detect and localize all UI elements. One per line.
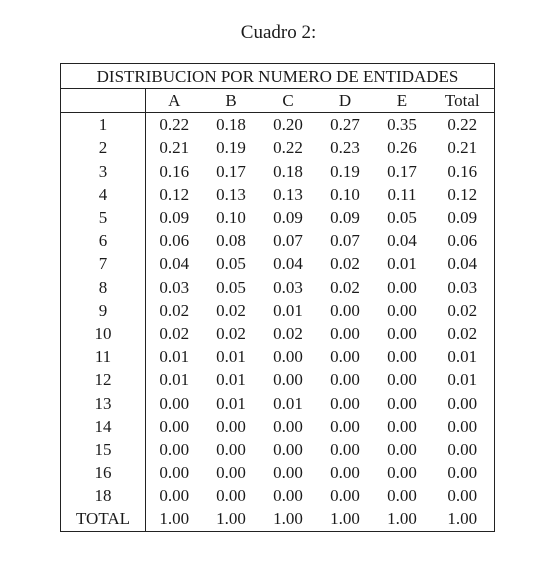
column-header: E [374,89,431,113]
table-cell: 0.00 [431,391,495,414]
table-row [61,136,495,159]
table-cell: 0.00 [330,393,360,413]
table-cell: 0.00 [431,415,495,438]
table-row [61,206,495,229]
table-cell: 0.00 [273,370,303,390]
table-cell: 0.26 [387,138,417,158]
table-cell: 0.01 [431,345,495,368]
table-row [61,252,495,275]
table-cell: 0.02 [431,322,495,345]
row-label: 4 [61,183,146,206]
table-cell: 1.00 [374,507,431,531]
table-title: DISTRIBUCION POR NUMERO DE ENTIDADES [61,64,495,89]
table-cell: 0.01 [216,347,246,367]
table-cell: 0.07 [273,231,303,251]
table-cell: 0.00 [216,416,246,436]
table-cell: 0.00 [387,486,417,506]
table-cell: 0.22 [159,115,190,135]
table-cell: 0.17 [216,161,246,181]
table-cell: 0.01 [216,370,246,390]
table-cell: 0.00 [387,347,417,367]
table-cell: 0.01 [273,300,303,320]
column-header [61,89,146,113]
row-label: 15 [61,438,146,461]
row-label: 5 [61,206,146,229]
row-label: 10 [61,322,146,345]
table-cell: 0.00 [330,416,360,436]
table-caption: Cuadro 2: [240,22,317,43]
table-row [61,183,495,206]
table-cell: 0.00 [159,486,190,506]
table-cell: 0.18 [273,161,303,181]
table-row [61,160,495,183]
row-label: 14 [61,415,146,438]
table-cell: 0.00 [273,486,303,506]
row-label: 16 [61,461,146,484]
table-cell: 0.00 [431,438,495,461]
table-cell: 0.00 [431,484,495,507]
table-cell: 0.02 [330,277,360,297]
table-cell: 0.05 [387,208,417,228]
table-row [61,391,495,414]
row-label: 13 [61,391,146,414]
table-cell: 1.00 [203,507,260,531]
table-cell: 0.02 [330,254,360,274]
table-cell: 0.00 [273,416,303,436]
table-cell: 0.01 [387,254,417,274]
table-cell: 0.11 [387,184,417,204]
table-row [61,415,495,438]
row-label: 2 [61,136,146,159]
table-cell: 0.00 [216,439,246,459]
column-header: B [203,89,260,113]
table-cell: 0.19 [216,138,246,158]
table-row [61,299,495,322]
row-label: 11 [61,345,146,368]
table-cell: 0.22 [431,113,495,137]
table-cell: 0.00 [216,463,246,483]
table-cell: 0.00 [431,461,495,484]
table-cell: 0.00 [387,416,417,436]
table-cell: 0.06 [431,229,495,252]
table-cell: 0.00 [330,370,360,390]
table-cell: 0.02 [216,300,246,320]
table-row [61,345,495,368]
table-cell: 0.00 [387,277,417,297]
table-cell: 0.09 [431,206,495,229]
table-cell: 0.19 [330,161,360,181]
table-cell: 0.13 [216,184,246,204]
table-row [61,113,495,137]
row-label: 8 [61,276,146,299]
table-cell: 0.00 [387,439,417,459]
table-cell: 0.12 [159,184,190,204]
table-cell: 0.00 [159,463,190,483]
table-cell: 0.04 [387,231,417,251]
table-cell: 0.13 [273,184,303,204]
table-cell: 0.00 [387,370,417,390]
table-cell: 1.00 [146,507,203,531]
column-header: Total [431,89,495,113]
table-cell: 0.02 [159,300,190,320]
table-cell: 0.02 [431,299,495,322]
table-cell: 0.01 [216,393,246,413]
table-cell: 0.00 [330,347,360,367]
column-header-row [61,89,495,113]
table-body [61,113,495,531]
distribution-table [60,63,495,532]
table-row [61,438,495,461]
table-cell: 0.03 [159,277,190,297]
row-label: 3 [61,160,146,183]
table-cell: 0.07 [330,231,360,251]
table-cell: 0.00 [387,463,417,483]
table-cell: 0.35 [387,115,417,135]
table-row [61,507,495,531]
table-row [61,461,495,484]
table-cell: 0.23 [330,138,360,158]
table-row [61,484,495,507]
row-label: TOTAL [61,507,146,531]
table-cell: 0.05 [216,277,246,297]
row-label: 7 [61,252,146,275]
table-cell: 0.01 [431,368,495,391]
table-cell: 0.03 [273,277,303,297]
table-cell: 0.00 [216,486,246,506]
table-cell: 0.00 [273,439,303,459]
table-cell: 0.01 [273,393,303,413]
table-cell: 0.00 [330,486,360,506]
table-cell: 0.10 [216,208,246,228]
table-cell: 0.00 [330,439,360,459]
table-cell: 0.10 [330,184,360,204]
table-cell: 0.16 [431,160,495,183]
table-cell: 0.21 [431,136,495,159]
column-header: D [317,89,374,113]
column-header: A [146,89,203,113]
table-cell: 0.00 [273,347,303,367]
table-cell: 0.01 [159,347,190,367]
table-cell: 0.08 [216,231,246,251]
table-row [61,368,495,391]
table-cell: 0.00 [330,323,360,343]
table-cell: 0.09 [159,208,190,228]
row-label: 6 [61,229,146,252]
row-label: 1 [61,113,146,137]
table-cell: 1.00 [317,507,374,531]
table-cell: 0.04 [159,254,190,274]
table-cell: 0.00 [387,393,417,413]
table-cell: 0.03 [431,276,495,299]
table-cell: 0.20 [273,115,303,135]
table-cell: 1.00 [260,507,317,531]
table-cell: 1.00 [431,507,495,531]
table-cell: 0.00 [159,439,190,459]
table-cell: 0.00 [387,300,417,320]
table-cell: 0.09 [330,208,360,228]
table-cell: 0.00 [159,393,190,413]
table-cell: 0.27 [330,115,360,135]
table-cell: 0.00 [330,300,360,320]
table-row [61,229,495,252]
table-cell: 0.12 [431,183,495,206]
table-cell: 0.22 [273,138,303,158]
table-cell: 0.18 [216,115,246,135]
column-header: C [260,89,317,113]
table-cell: 0.00 [159,416,190,436]
table-cell: 0.21 [159,138,190,158]
table-cell: 0.00 [387,323,417,343]
table-cell: 0.00 [330,463,360,483]
table-cell: 0.02 [216,323,246,343]
table-cell: 0.04 [273,254,303,274]
table-cell: 0.05 [216,254,246,274]
table-cell: 0.02 [273,323,303,343]
table-cell: 0.16 [159,161,190,181]
table-row [61,276,495,299]
table-cell: 0.00 [273,463,303,483]
table-row [61,322,495,345]
table-cell: 0.06 [159,231,190,251]
table-cell: 0.04 [431,252,495,275]
row-label: 18 [61,484,146,507]
table-cell: 0.17 [387,161,417,181]
table-cell: 0.09 [273,208,303,228]
table-cell: 0.01 [159,370,190,390]
row-label: 12 [61,368,146,391]
table-cell: 0.02 [159,323,190,343]
row-label: 9 [61,299,146,322]
